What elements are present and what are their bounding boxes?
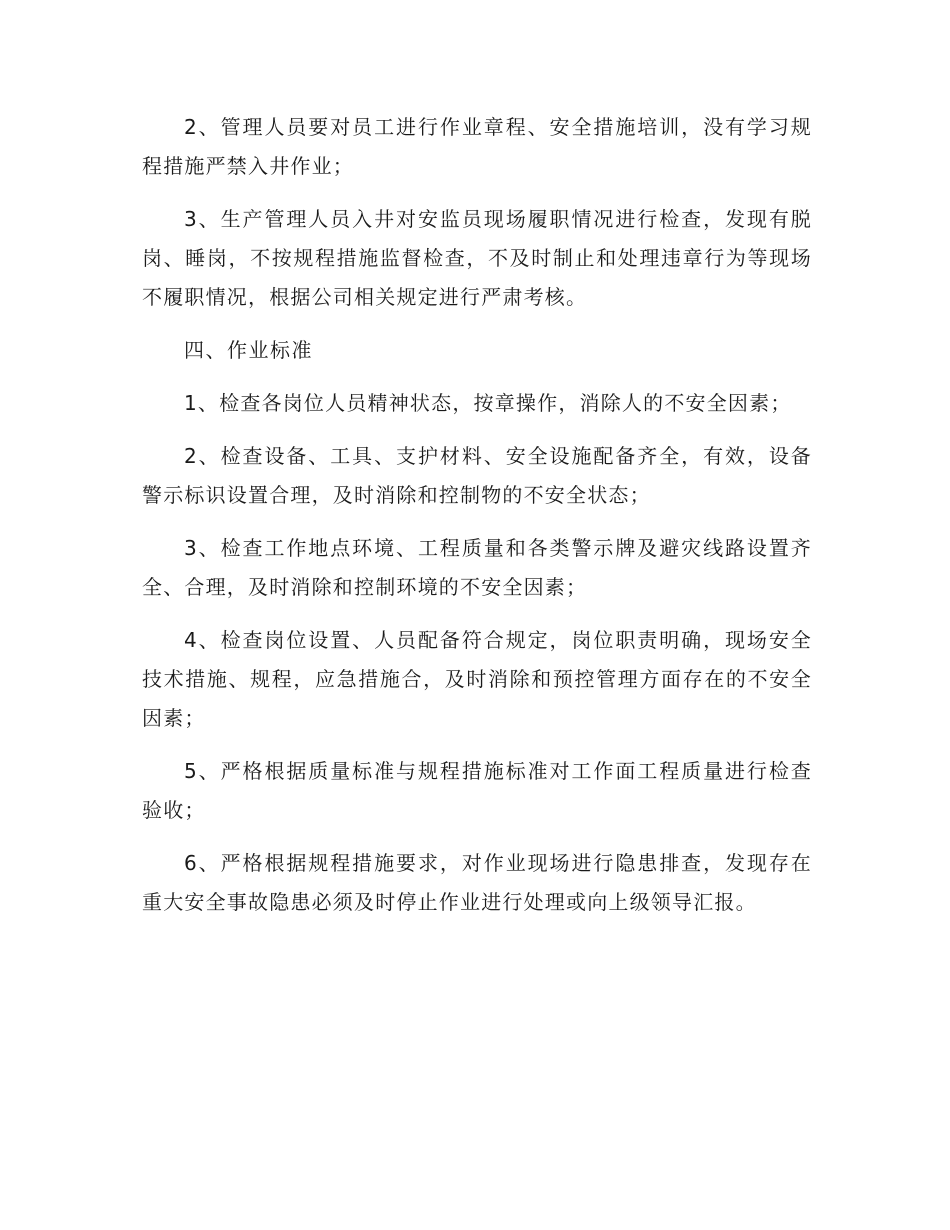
paragraph-quality-acceptance: 5、严格根据质量标准与规程措施标准对工作面工程质量进行检查验收； [142, 759, 812, 822]
paragraph-personnel-check: 1、检查各岗位人员精神状态，按章操作，消除人的不安全因素； [184, 391, 792, 415]
document-body [142, 108, 812, 936]
paragraph-training-requirement: 2、管理人员要对员工进行作业章程、安全措施培训，没有学习规程措施严禁入井作业； [142, 115, 812, 178]
paragraph-hazard-investigation: 6、严格根据规程措施要求，对作业现场进行隐患排查，发现存在重大安全事故隐患必须及时停止作业进行处理或向上级领导汇报。 [142, 851, 812, 914]
paragraph-environment-check: 3、检查工作地点环境、工程质量和各类警示牌及避灾线路设置齐全、合理，及时消除和控制环境的不安全因素； [142, 536, 812, 599]
section-heading-work-standards: 四、作业标准 [184, 338, 313, 362]
paragraph-duty-inspection: 3、生产管理人员入井对安监员现场履职情况进行检查，发现有脱岗、睡岗，不按规程措施监督检查，不及时制止和处理违章行为等现场不履职情况，根据公司相关规定进行严肃考核。 [142, 207, 812, 309]
paragraph-equipment-check: 2、检查设备、工具、支护材料、安全设施配备齐全，有效，设备警示标识设置合理，及时消除和控制物的不安全状态； [142, 444, 812, 507]
paragraph-post-setting-check: 4、检查岗位设置、人员配备符合规定，岗位职责明确，现场安全技术措施、规程，应急措施合，及时消除和预控管理方面存在的不安全因素； [142, 628, 812, 730]
